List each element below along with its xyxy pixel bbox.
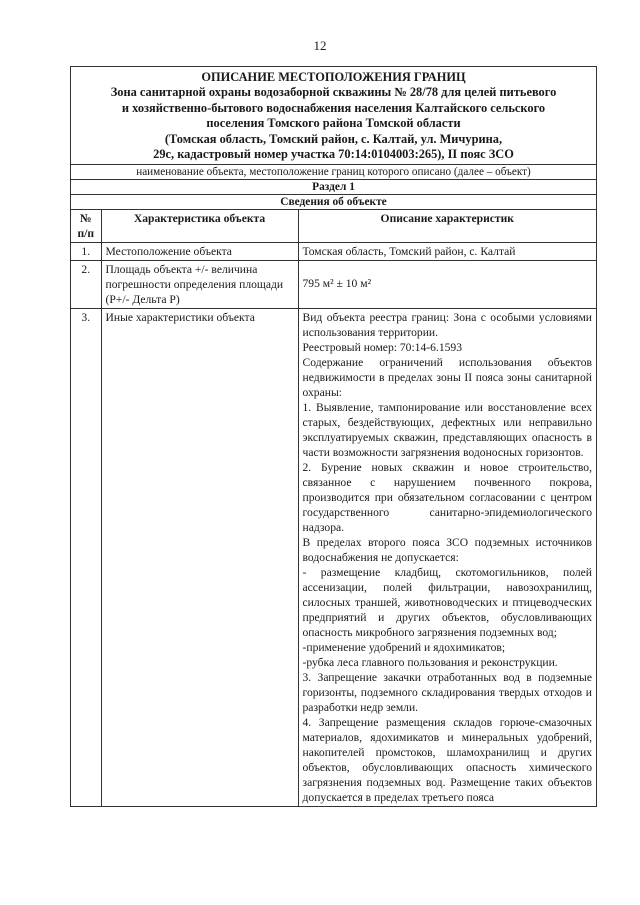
header-characteristic: Характеристика объекта bbox=[101, 210, 298, 243]
description-paragraph: 1. Выявление, тампонирование или восстановление всех старых, бездействующих, дефектных или неправильно эксплуатируемых скважин, представляющих опасность в части возможности загрязнения водоносных горизонтов. bbox=[302, 401, 592, 460]
description-paragraph: 2. Бурение новых скважин и новое строительство, связанное с нарушением почвенного покрова, производится при обязательном согласовании с центром государственного санитарно-эпидемиологического надзора. bbox=[302, 461, 592, 535]
row-description bbox=[298, 309, 596, 807]
object-caption: наименование объекта, местоположение границ которого описано (далее – объект) bbox=[71, 165, 596, 180]
description-paragraph: 4. Запрещение размещения складов горюче-смазочных материалов, ядохимикатов и минеральных удобрений, накопителей промстоков, шламохранилищ и других объектов, обусловливающих опасность химического загрязнения подземных вод. Размещение таких объектов допускается в пределах третьего пояса bbox=[302, 716, 592, 805]
boundary-description-document bbox=[70, 66, 597, 807]
header-description: Описание характеристик bbox=[298, 210, 596, 243]
description-paragraph: Реестровый номер: 70:14-6.1593 bbox=[302, 341, 463, 355]
title-heading: ОПИСАНИЕ МЕСТОПОЛОЖЕНИЯ ГРАНИЦ bbox=[201, 70, 466, 84]
title-line-1: Зона санитарной охраны водозаборной скважины № 28/78 для целей питьевого bbox=[110, 85, 557, 100]
description-paragraph: -применение удобрений и ядохимикатов; bbox=[302, 641, 506, 655]
table-row bbox=[71, 261, 596, 309]
description-paragraph: Содержание ограничений использования объектов недвижимости в пределах зоны II пояса зоны санитарной охраны: bbox=[302, 356, 592, 400]
description-paragraph: -рубка леса главного пользования и реконструкции. bbox=[302, 656, 558, 670]
header-number bbox=[71, 210, 101, 243]
description-paragraph: - размещение кладбищ, скотомогильников, полей ассенизации, полей фильтрации, навозохранилищ, силосных траншей, животноводческих и птицеводческих предприятий и других объектов, обусловливающих опасность микробного загрязнения подземных вод; bbox=[302, 566, 592, 640]
row-number: 3. bbox=[71, 309, 101, 807]
title-line-5: 29с, кадастровый номер участка 70:14:0104003:265), II пояс ЗСО bbox=[153, 147, 514, 162]
table-row bbox=[71, 243, 596, 261]
description-paragraph: 3. Запрещение закачки отработанных вод в подземные горизонты, подземного складирования твердых отходов и разработки недр земли. bbox=[302, 671, 592, 715]
header-number-line-2: п/п bbox=[77, 227, 95, 241]
row-number: 1. bbox=[71, 243, 101, 261]
section-subtitle: Сведения об объекте bbox=[71, 195, 596, 210]
object-info-table bbox=[71, 210, 596, 807]
row-characteristic: Площадь объекта +/- величина погрешности определения площади (Р+/- Дельта Р) bbox=[101, 261, 298, 309]
description-paragraph: В пределах второго пояса ЗСО подземных источников водоснабжения не допускается: bbox=[302, 536, 592, 565]
table-header-row bbox=[71, 210, 596, 243]
table-row bbox=[71, 309, 596, 807]
row-characteristic: Местоположение объекта bbox=[101, 243, 298, 261]
page-number: 12 bbox=[313, 38, 327, 53]
document-title bbox=[71, 67, 596, 165]
row-number: 2. bbox=[71, 261, 101, 309]
row-characteristic: Иные характеристики объекта bbox=[101, 309, 298, 807]
title-line-3: поселения Томского района Томской области bbox=[206, 116, 461, 131]
row-description: Томская область, Томский район, с. Калтай bbox=[298, 243, 596, 261]
header-number-line-1: № bbox=[79, 212, 92, 226]
description-paragraph: Вид объекта реестра границ: Зона с особыми условиями использования территории. bbox=[302, 311, 592, 340]
title-line-2: и хозяйственно-бытового водоснабжения населения Калтайского сельского bbox=[121, 100, 546, 115]
section-label: Раздел 1 bbox=[71, 180, 596, 195]
row-description: 795 м² ± 10 м² bbox=[298, 261, 596, 309]
title-line-4: (Томская область, Томский район, с. Калтай, ул. Мичурина, bbox=[164, 131, 503, 146]
